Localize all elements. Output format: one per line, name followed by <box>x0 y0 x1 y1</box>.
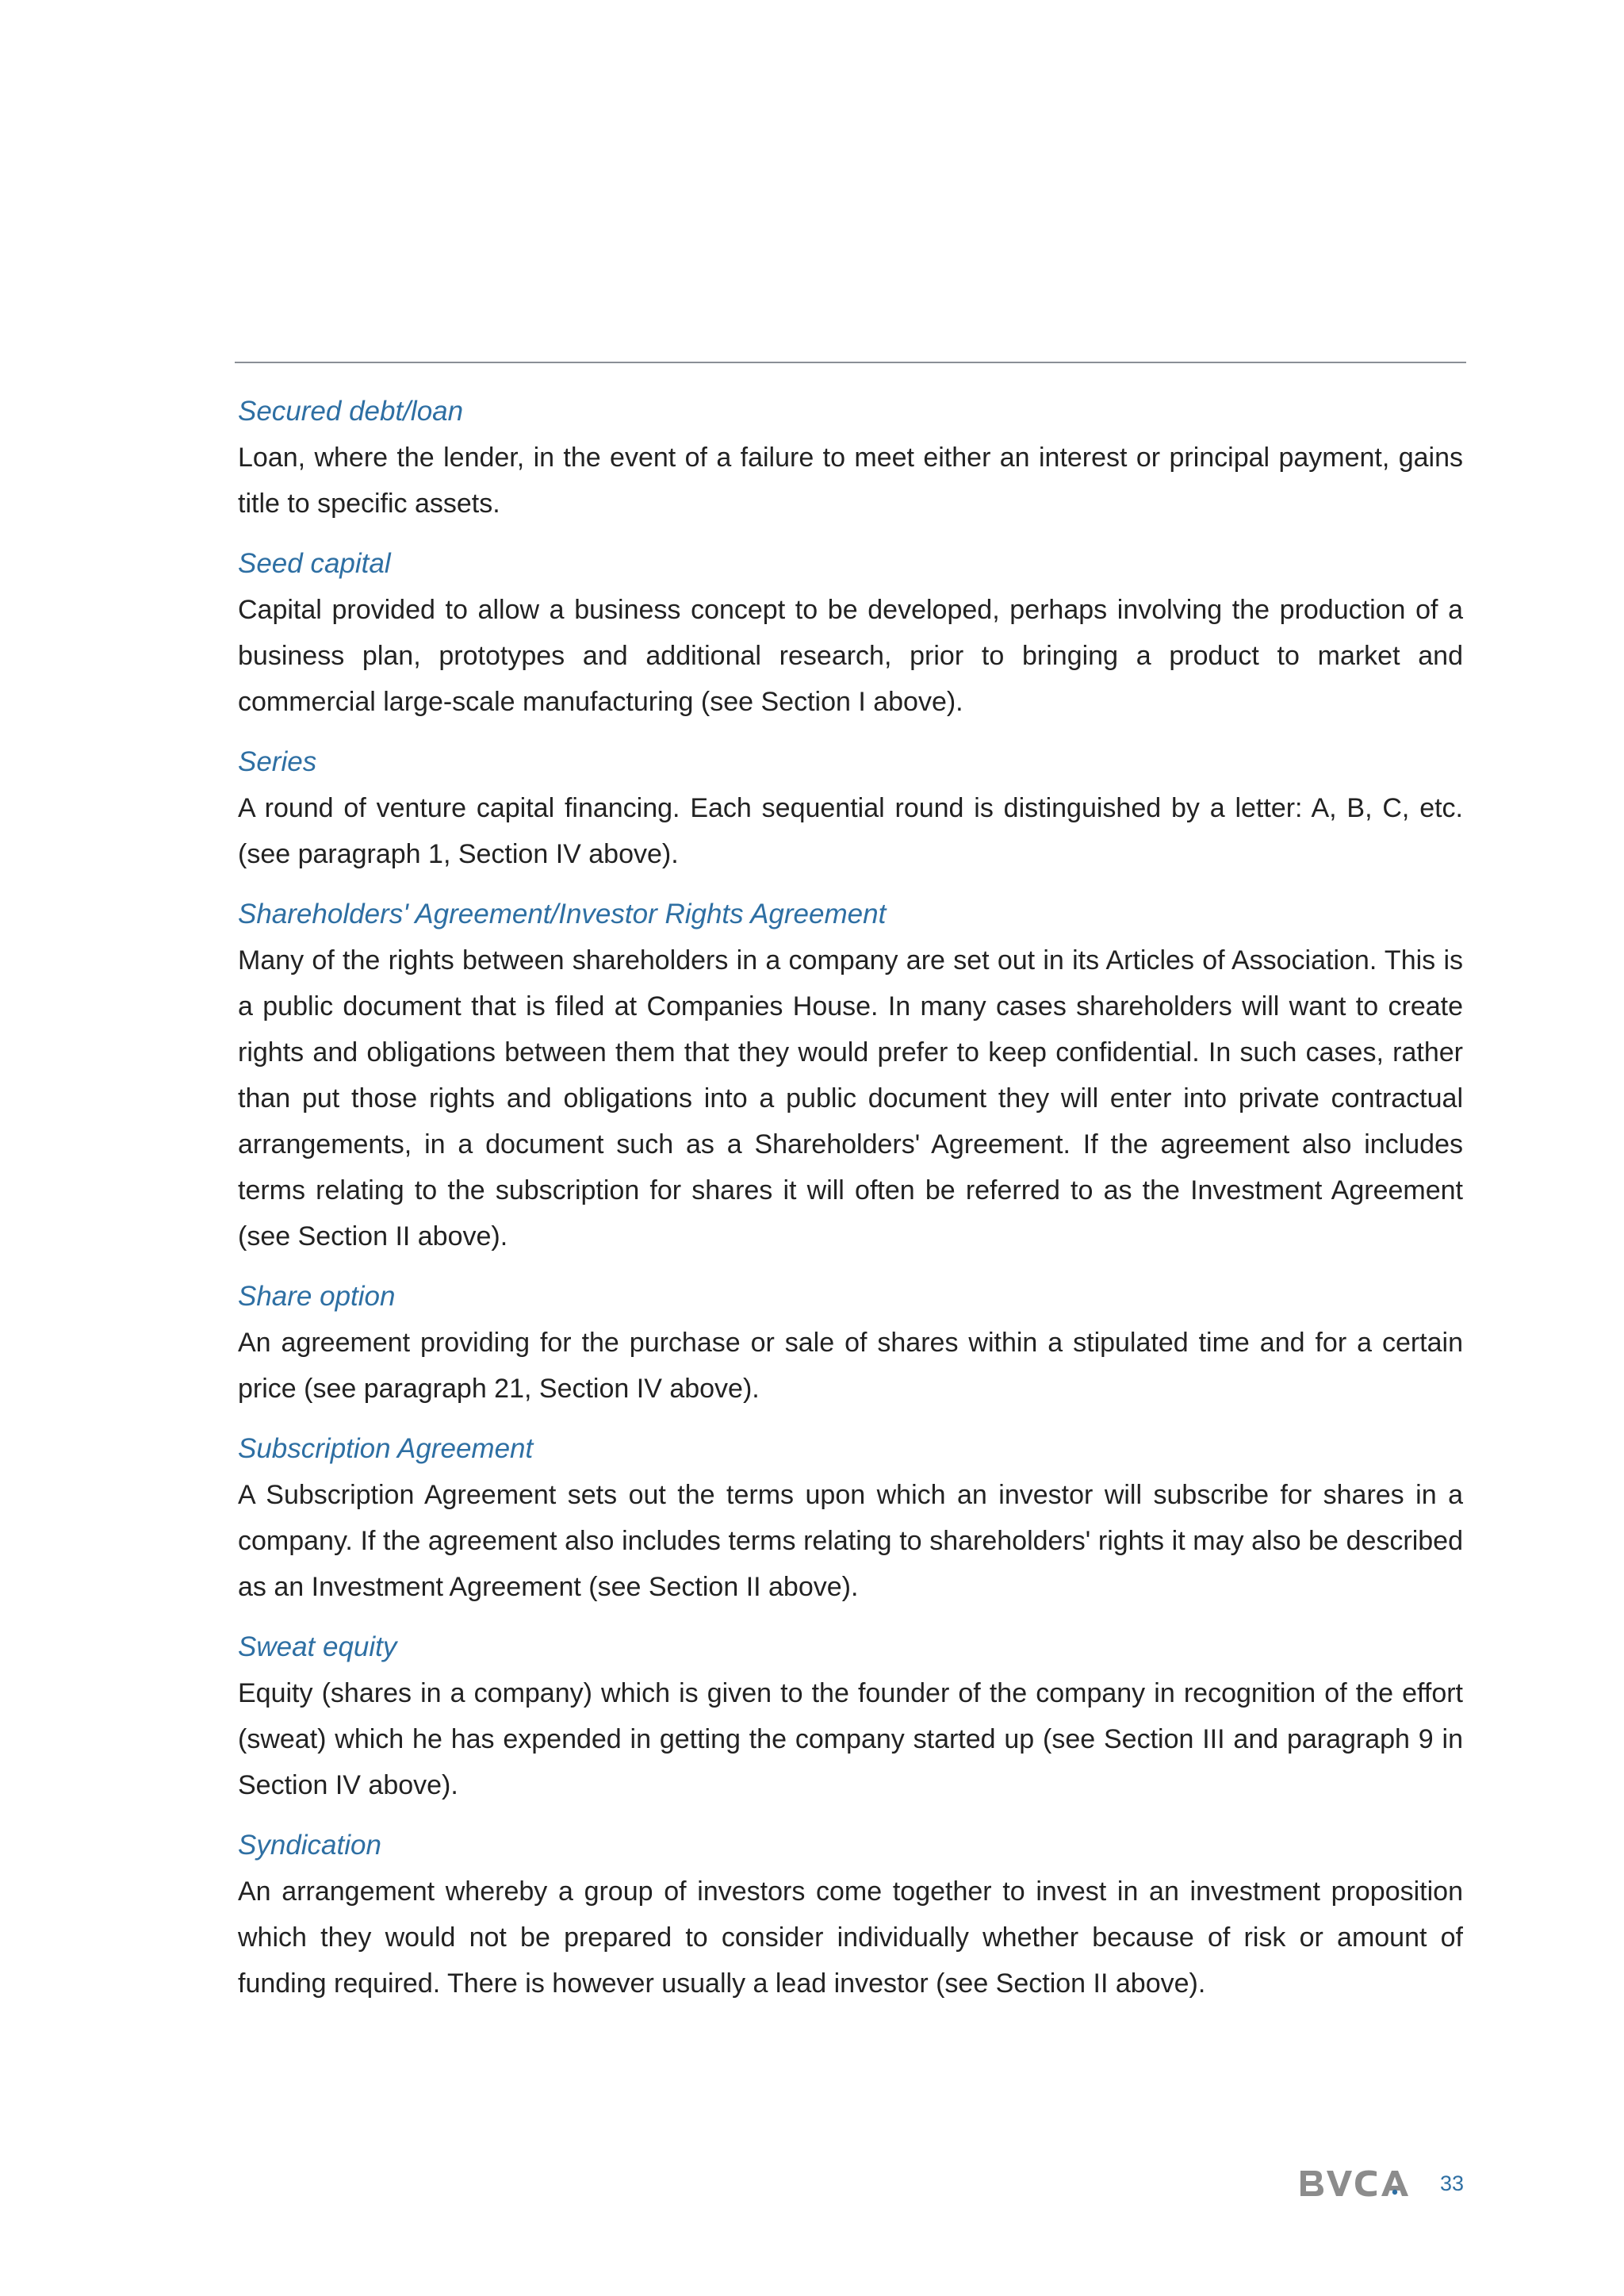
glossary-definition: Equity (shares in a company) which is given to the founder of the company in recognition of the effort (sweat) which he has expended in getting the company started up (see Section III and paragraph 9 in Section IV above). <box>238 1678 1463 1800</box>
bvca-logo <box>1297 2168 1416 2199</box>
glossary-entry-subscription-agreement <box>238 1426 1463 1610</box>
header-divider <box>235 362 1466 363</box>
glossary-entry-syndication <box>238 1823 1463 2007</box>
glossary-entry-secured-debt <box>238 389 1463 527</box>
glossary-term: Seed capital <box>238 548 391 579</box>
glossary-definition: Capital provided to allow a business concept to be developed, perhaps involving the production of a business plan, prototypes and additional research, prior to bringing a product to market and commercial large-scale manufacturing (see Section I above). <box>238 595 1463 717</box>
glossary-definition: A Subscription Agreement sets out the terms upon which an investor will subscribe for shares in a company. If the agreement also includes terms relating to shareholders' rights it may also be described as an Investment Agreement (see Section II above). <box>238 1480 1463 1602</box>
glossary-definition: An agreement providing for the purchase or sale of shares within a stipulated time and for a certain price (see paragraph 21, Section IV above). <box>238 1328 1463 1404</box>
glossary-term: Share option <box>238 1281 396 1312</box>
glossary-definition: An arrangement whereby a group of investors come together to invest in an investment proposition which they would not be prepared to consider individually whether because of risk or amount of funding required. There is however usually a lead investor (see Section II above). <box>238 1876 1463 1999</box>
glossary-definition: Loan, where the lender, in the event of a failure to meet either an interest or principal payment, gains title to specific assets. <box>238 443 1463 519</box>
glossary-term: Secured debt/loan <box>238 396 464 427</box>
glossary-definition: A round of venture capital financing. Each sequential round is distinguished by a letter: A, B, C, etc. (see paragraph 1, Section IV above). <box>238 793 1463 869</box>
glossary-term: Sweat equity <box>238 1631 397 1662</box>
glossary-entry-shareholders-agreement <box>238 891 1463 1259</box>
glossary-entry-share-option <box>238 1274 1463 1412</box>
glossary-list <box>238 389 1463 2021</box>
glossary-entry-sweat-equity <box>238 1624 1463 1808</box>
glossary-term: Syndication <box>238 1830 381 1861</box>
page-footer <box>1297 2164 1464 2203</box>
page-number: 33 <box>1439 2171 1464 2195</box>
bvca-logo-mark <box>1297 2168 1416 2199</box>
glossary-entry-series <box>238 739 1463 877</box>
glossary-term: Subscription Agreement <box>238 1433 534 1464</box>
glossary-definition: Many of the rights between shareholders in a company are set out in its Articles of Association. This is a public document that is filed at Companies House. In many cases shareholders will want to create rights and obligations between them that they would prefer to keep confidential. In such cases, rather than put those rights and obligations into a public document they will enter into private contractual arrangements, in a document such as a Shareholders' Agreement. If the agreement also includes terms relating to the subscription for shares it will often be referred to as the Investment Agreement (see Section II above). <box>238 945 1463 1251</box>
glossary-entry-seed-capital <box>238 541 1463 725</box>
glossary-term: Series <box>238 746 317 777</box>
glossary-term: Shareholders' Agreement/Investor Rights Agreement <box>238 899 887 930</box>
